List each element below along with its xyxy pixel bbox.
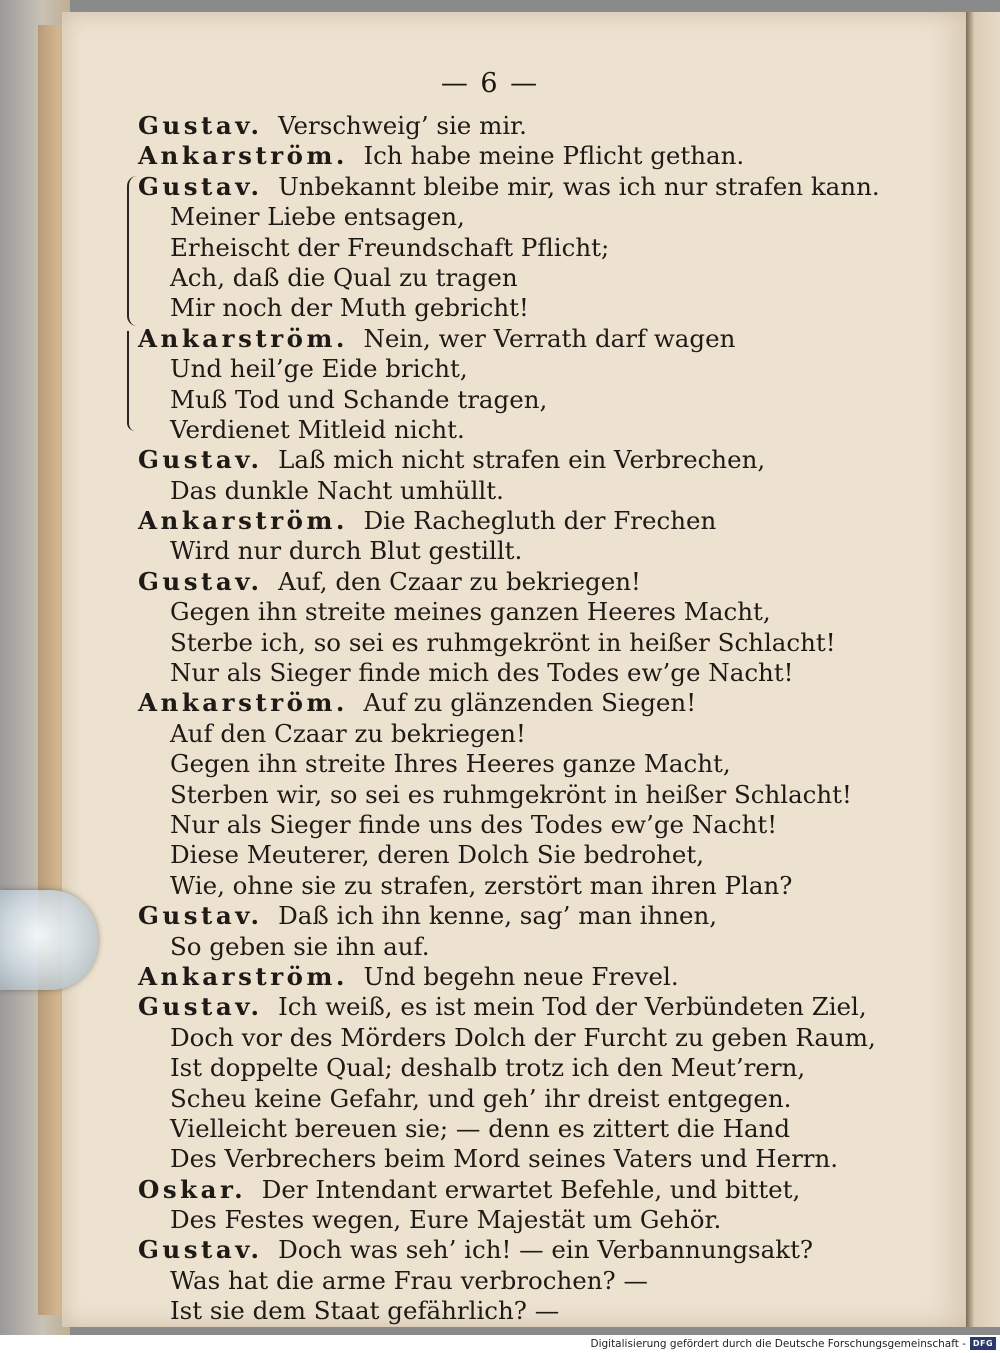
text-line xyxy=(138,171,880,202)
line-text: Nein, wer Verrath darf wagen xyxy=(363,323,736,353)
speaker-name: Ankarström. xyxy=(138,506,348,536)
line-text: Daß ich ihn kenne, sag’ man ihnen, xyxy=(278,901,718,931)
text-line xyxy=(138,233,858,263)
text-line xyxy=(138,1084,858,1114)
speaker-name: Ankarström. xyxy=(138,688,348,718)
facing-page-edge xyxy=(966,12,1000,1327)
line-text: Diese Meuterer, deren Dolch Sie bedrohet, xyxy=(170,840,704,870)
line-text: Auf zu glänzenden Siegen! xyxy=(363,688,697,718)
page-number: — 6 — xyxy=(440,68,540,99)
line-text: Auf den Czaar zu bekriegen! xyxy=(170,718,526,748)
text-line xyxy=(138,445,858,475)
text-line xyxy=(138,111,858,141)
text-line xyxy=(138,415,858,445)
text-line xyxy=(138,1296,858,1326)
line-text: Doch was seh’ ich! — ein Verbannungsakt? xyxy=(278,1235,814,1265)
text-line xyxy=(138,202,858,232)
line-text: Meiner Liebe entsagen, xyxy=(170,202,465,232)
text-line xyxy=(138,1022,876,1053)
speaker-name: Gustav. xyxy=(138,566,263,596)
text-line xyxy=(138,962,858,992)
speaker-name: Gustav. xyxy=(138,171,263,201)
line-text: Ach, daß die Qual zu tragen xyxy=(170,262,518,292)
line-text: Wird nur durch Blut gestillt. xyxy=(170,536,523,566)
line-text: Was hat die arme Frau verbrochen? — xyxy=(170,1265,648,1295)
line-text: Sterbe ich, so sei es ruhmgekrönt in heißer Schlacht! xyxy=(170,627,836,657)
line-text: Wie, ohne sie zu strafen, zerstört man ihren Plan? xyxy=(170,870,793,900)
line-text: Verschweig’ sie mir. xyxy=(278,111,527,140)
text-line xyxy=(138,567,858,597)
text-line xyxy=(138,1114,858,1144)
line-text: Ich weiß, es ist mein Tod der Verbündeten Ziel, xyxy=(278,992,867,1022)
line-text: Des Verbrechers beim Mord seines Vaters und Herrn. xyxy=(170,1144,839,1174)
text-line xyxy=(138,293,858,323)
speaker-name: Gustav. xyxy=(138,901,263,931)
line-text: Ich habe meine Pflicht gethan. xyxy=(363,141,745,171)
line-text: Und heil’ge Eide bricht, xyxy=(170,354,468,384)
page-clip xyxy=(0,890,98,990)
line-text: Gegen ihn streite Ihres Heeres ganze Macht, xyxy=(170,749,731,779)
line-text: Sterben wir, so sei es ruhmgekrönt in heißer Schlacht! xyxy=(170,779,852,809)
text-line xyxy=(138,385,858,415)
text-line xyxy=(138,658,858,688)
line-text: Der Intendant erwartet Befehle, und bittet, xyxy=(261,1174,801,1204)
line-text: Ist sie dem Staat gefährlich? — xyxy=(170,1296,560,1326)
text-line xyxy=(138,506,858,536)
speaker-name: Gustav. xyxy=(138,1235,263,1265)
dfg-logo: DFG xyxy=(970,1337,996,1350)
line-text: Doch vor des Mörders Dolch der Furcht zu geben Raum, xyxy=(170,1022,876,1052)
text-line xyxy=(138,1266,858,1296)
text-line xyxy=(138,871,858,901)
line-text: Die Rachegluth der Frechen xyxy=(363,506,717,536)
line-text: Nur als Sieger finde mich des Todes ew’ge Nacht! xyxy=(170,658,794,688)
text-line xyxy=(138,324,858,354)
text-line xyxy=(138,1144,858,1174)
text-line xyxy=(138,597,858,627)
speaker-name: Ankarström. xyxy=(138,323,348,353)
line-text: Des Festes wegen, Eure Majestät um Gehör. xyxy=(170,1205,722,1235)
text-line xyxy=(138,263,858,293)
line-text: Unbekannt bleibe mir, was ich nur strafen kann. xyxy=(278,171,880,201)
text-line xyxy=(138,1053,858,1083)
text-line xyxy=(138,780,858,810)
speaker-name: Gustav. xyxy=(138,111,263,140)
speaker-name: Gustav. xyxy=(138,992,263,1022)
line-text: Erheischt der Freundschaft Pflicht; xyxy=(170,232,610,262)
line-text: Mir noch der Muth gebricht! xyxy=(170,293,529,323)
line-text: Und begehn neue Frevel. xyxy=(363,961,679,991)
line-text: Ist doppelte Qual; deshalb trotz ich den Meut’rern, xyxy=(170,1053,806,1083)
speaker-name: Gustav. xyxy=(138,445,263,475)
speaker-name: Oskar. xyxy=(138,1174,247,1204)
line-text: So geben sie ihn auf. xyxy=(170,931,430,961)
text-line xyxy=(138,476,858,506)
text-line xyxy=(138,628,858,658)
line-text: Nur als Sieger finde uns des Todes ew’ge Nacht! xyxy=(170,809,778,839)
text-line xyxy=(138,141,858,171)
speaker-name: Ankarström. xyxy=(138,961,348,991)
text-line xyxy=(138,536,858,566)
line-text: Verdienet Mitleid nicht. xyxy=(170,414,465,444)
text-line xyxy=(138,688,858,718)
text-line xyxy=(138,1175,858,1205)
speaker-name: Ankarström. xyxy=(138,141,348,171)
text-line xyxy=(138,992,867,1022)
text-line xyxy=(138,901,858,931)
line-text: Auf, den Czaar zu bekriegen! xyxy=(278,566,641,596)
text-line xyxy=(138,810,858,840)
text-line xyxy=(138,932,858,962)
text-line xyxy=(138,1235,858,1265)
line-text: Muß Tod und Schande tragen, xyxy=(170,384,548,414)
libretto-text xyxy=(138,111,880,1327)
text-line xyxy=(138,840,858,870)
funding-credit: Digitalisierung gefördert durch die Deutsche Forschungsgemeinschaft - xyxy=(590,1338,966,1350)
line-text: Vielleicht bereuen sie; — denn es zittert die Hand xyxy=(170,1113,791,1143)
line-text: Laß mich nicht strafen ein Verbrechen, xyxy=(278,445,766,475)
text-line xyxy=(138,749,858,779)
line-text: Gegen ihn streite meines ganzen Heeres Macht, xyxy=(170,597,771,627)
line-text: Das dunkle Nacht umhüllt. xyxy=(170,475,504,505)
text-line xyxy=(138,354,858,384)
text-line xyxy=(138,1205,858,1235)
line-text: Scheu keine Gefahr, und geh’ ihr dreist entgegen. xyxy=(170,1083,792,1113)
text-line xyxy=(138,719,858,749)
